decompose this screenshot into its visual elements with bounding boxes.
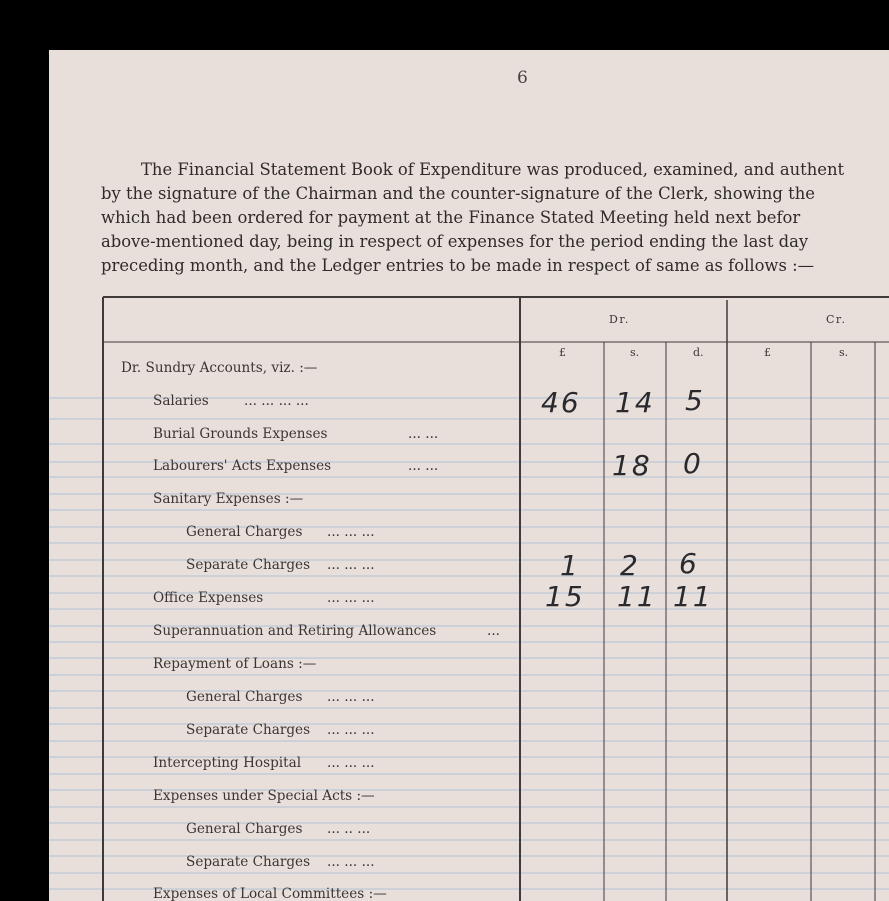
handwritten-pounds: 46 [541,386,581,419]
row-label: General Charges [186,524,303,540]
row-leader-dots: ... ... ... [327,755,375,771]
row-label: Expenses of Local Committees :— [153,886,387,901]
paragraph-line: above-mentioned day, being in respect of expenses for the period ending the last day [101,232,809,251]
row-label: Office Expenses [153,590,264,606]
handwritten-shillings: 2 [620,549,640,582]
row-label: Superannuation and Retiring Allowances [153,623,437,639]
handwritten-pence: 0 [683,447,703,480]
row-leader-dots: ... ... [408,458,439,474]
paragraph-line: by the signature of the Chairman and the counter-signature of the Clerk, showing the [101,184,815,203]
handwritten-shillings: 14 [615,386,655,419]
handwritten-pence: 6 [679,547,699,580]
accounts-table [49,50,889,901]
row-label: General Charges [186,689,303,705]
row-leader-dots: ... .. ... [327,821,371,837]
cr-shillings-header: s. [839,346,849,359]
row-leader-dots: ... ... ... [327,557,375,573]
row-leader-dots: ... ... ... [327,722,375,738]
row-leader-dots: ... [487,623,500,639]
table-title: Dr. Sundry Accounts, viz. :— [121,360,318,376]
row-label: Separate Charges [186,854,311,870]
row-label: Separate Charges [186,557,311,573]
row-leader-dots: ... ... ... [327,590,375,606]
dr-column-header: Dr. [609,313,630,326]
dr-pounds-header: £ [559,346,566,359]
row-label: Labourers' Acts Expenses [153,458,332,474]
row-leader-dots: ... ... ... ... [244,393,309,409]
row-label: Intercepting Hospital [153,755,302,771]
row-label: Separate Charges [186,722,311,738]
handwritten-pounds: 1 [560,549,580,582]
paragraph-line: preceding month, and the Ledger entries to be made in respect of same as follows :— [101,256,815,275]
paragraph-line: The Financial Statement Book of Expenditure was produced, examined, and authent [141,160,845,179]
dr-pence-header: d. [693,346,704,359]
row-leader-dots: ... ... ... [327,524,375,540]
paragraph-line: which had been ordered for payment at the Finance Stated Meeting held next befor [101,208,801,227]
handwritten-pence: 5 [685,384,705,417]
row-leader-dots: ... ... [408,426,439,442]
row-leader-dots: ... ... ... [327,689,375,705]
row-label: Burial Grounds Expenses [153,426,328,442]
handwritten-shillings: 11 [617,580,657,613]
handwritten-pence: 11 [673,580,713,613]
row-leader-dots: ... ... ... [327,854,375,870]
ledger-page [49,50,889,901]
cr-pounds-header: £ [764,346,771,359]
handwritten-shillings: 18 [612,449,652,482]
row-label: Expenses under Special Acts :— [153,788,375,804]
page-number: 6 [517,68,528,88]
handwritten-pounds: 15 [545,580,585,613]
row-label: Repayment of Loans :— [153,656,317,672]
row-label: General Charges [186,821,303,837]
cr-column-header: Cr. [826,313,847,326]
row-label: Sanitary Expenses :— [153,491,304,507]
row-label: Salaries [153,393,209,409]
dr-shillings-header: s. [630,346,640,359]
